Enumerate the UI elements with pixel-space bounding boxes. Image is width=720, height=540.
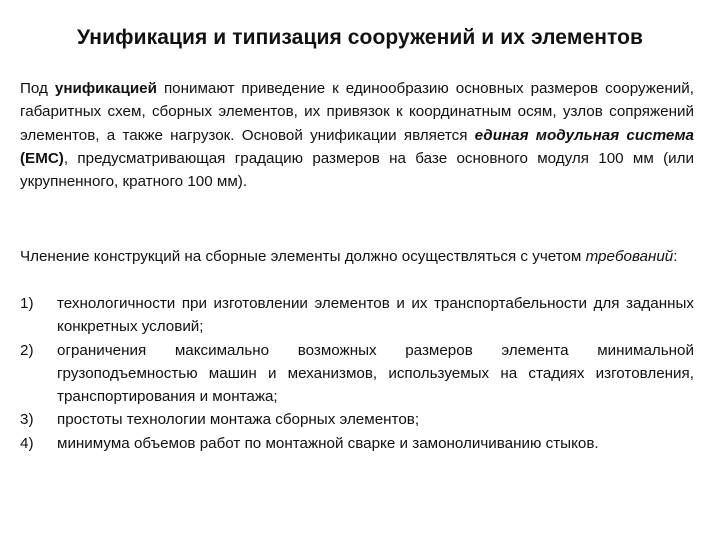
list-item-number: 4) <box>20 434 34 452</box>
colon: : <box>673 248 678 265</box>
division-paragraph <box>20 245 694 268</box>
term-abbreviation: (ЕМС) <box>20 149 64 167</box>
list-item <box>20 432 694 455</box>
list-item-number: 1) <box>20 295 34 312</box>
requirements-word: требований <box>585 248 674 265</box>
list-item-text: простоты технологии монтажа сборных элементов; <box>57 411 420 429</box>
term-unification: унификацией <box>54 80 157 97</box>
term-modular-system: единая модульная система <box>474 126 694 144</box>
list-item-text: минимума объемов работ по монтажной сварке и замоноличиванию стыков. <box>57 434 599 452</box>
unification-paragraph <box>20 77 694 193</box>
list-item-number: 3) <box>20 411 34 429</box>
paragraph-text-lead: Под <box>20 80 55 97</box>
requirements-list <box>20 292 694 455</box>
paragraph-text-definition: понимают приведение к единообразию основных размеров сооружений, габаритных схем, сборных элементов, их привязок к координатным осям, узлов сопряжений элементов, а также нагрузок. Основой унификации является <box>20 80 694 144</box>
division-text: Членение конструкций на сборные элементы должно осуществляться с учетом <box>20 248 586 265</box>
list-item <box>20 408 694 431</box>
slide-title: Унификация и типизация сооружений и их элементов <box>76 26 644 49</box>
paragraph-text-tail: , предусматривающая градацию размеров на базе основного модуля 100 мм (или укрупненного, кратного 100 мм). <box>20 149 694 191</box>
list-item-text: ограничения максимально возможных размеров элемента минимальной грузоподъемностью машин и механизмов, используемых на стадиях изготовления, транспортирования и монтажа; <box>57 341 694 406</box>
list-item-text: технологичности при изготовлении элементов и их транспортабельности для заданных конкретных условий; <box>57 295 694 336</box>
list-item <box>20 339 694 409</box>
list-item-number: 2) <box>20 341 34 359</box>
list-item <box>20 292 694 339</box>
